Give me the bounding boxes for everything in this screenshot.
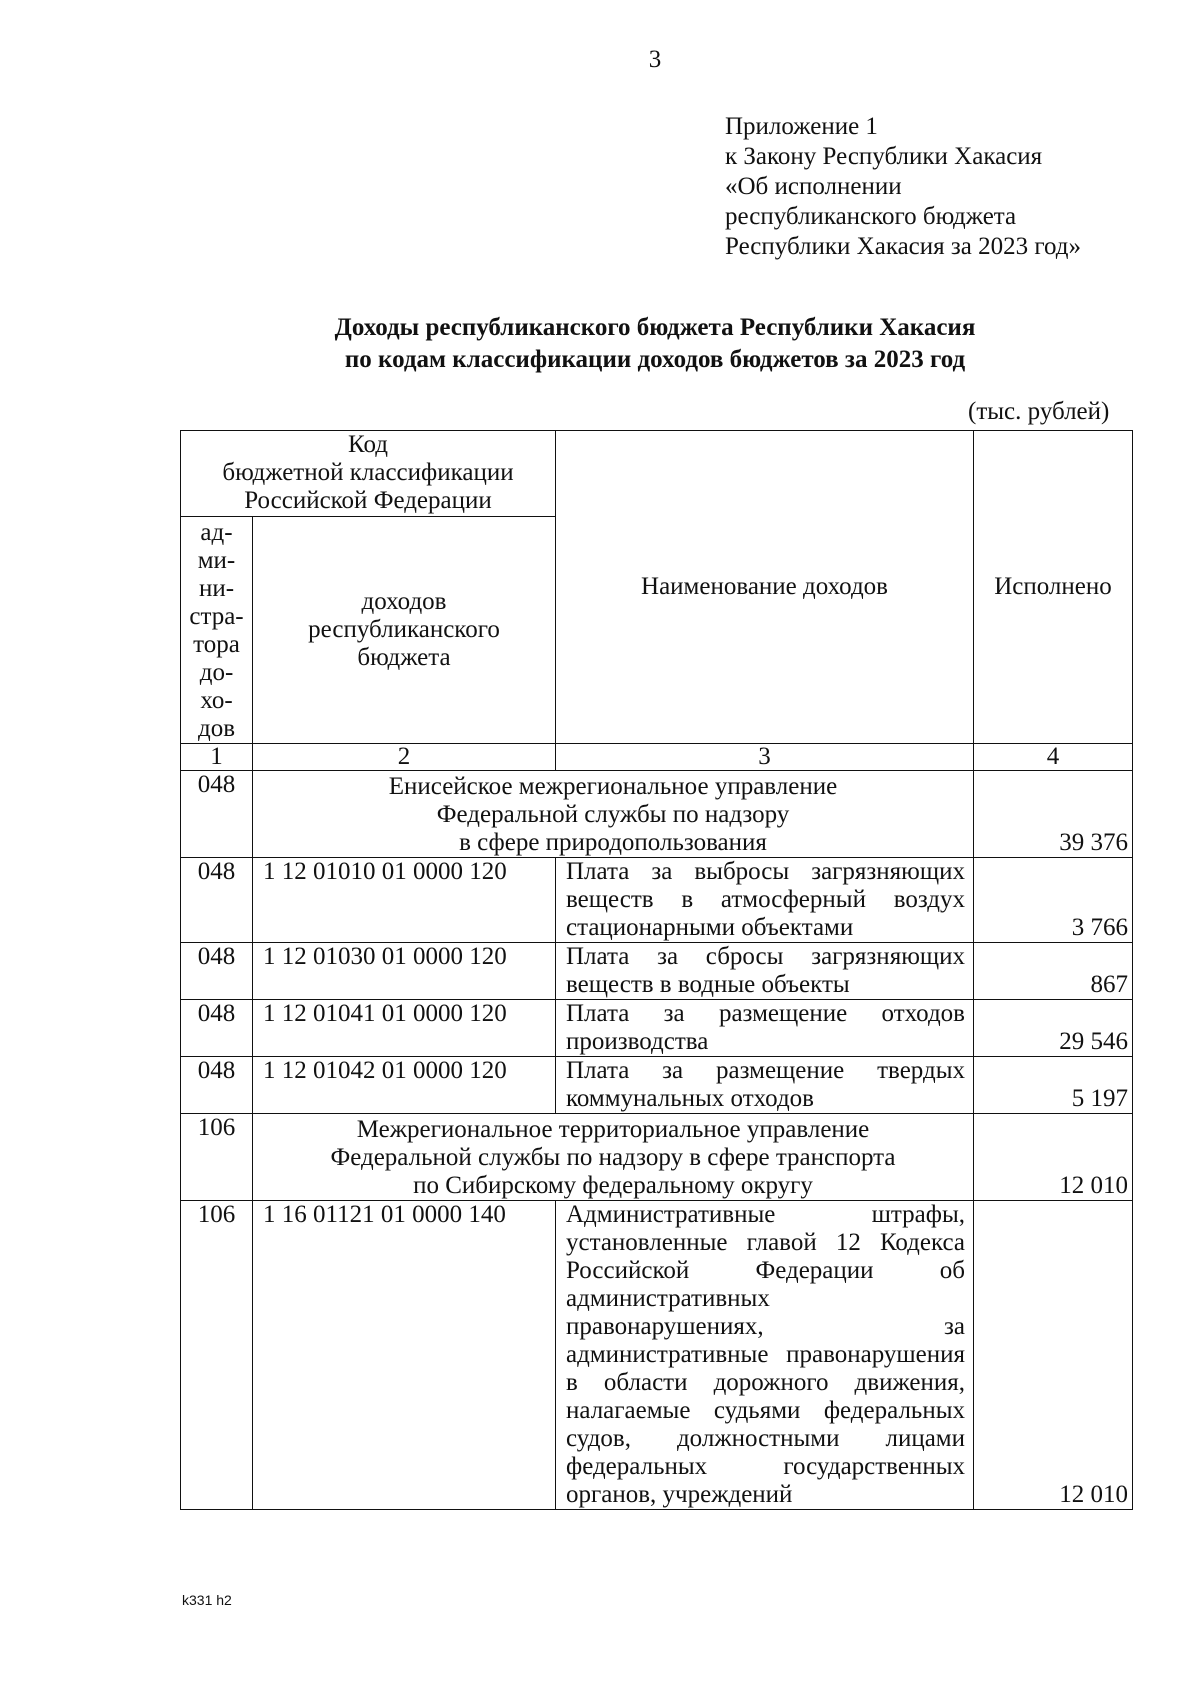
section-total: 39 376 [974, 771, 1133, 858]
income-table [180, 430, 1133, 1510]
row-income-name: Плата за размещение отходов производства [556, 1000, 974, 1057]
column-number: 3 [556, 744, 974, 771]
title-line: по кодам классификации доходов бюджетов за 2023 год [344, 346, 966, 373]
column-number: 4 [974, 744, 1133, 771]
header-executed: Исполнено [974, 431, 1133, 744]
section-admin-code: 106 [181, 1114, 253, 1201]
header-income-name: Наименование доходов [556, 431, 974, 744]
row-income-name: Плата за сбросы загрязняющих веществ в водные объекты [556, 943, 974, 1000]
row-income-code: 1 12 01041 01 0000 120 [253, 1000, 556, 1057]
table-row [181, 1000, 1133, 1057]
header-line: Код [348, 431, 388, 458]
document-title [155, 312, 1155, 376]
row-executed: 3 766 [974, 858, 1133, 943]
column-number: 1 [181, 744, 253, 771]
section-name: Межрегиональное территориальное управление Федеральной службы по надзору в сфере транспорта по Сибирскому федеральному округу [253, 1114, 974, 1201]
section-admin-code: 048 [181, 771, 253, 858]
section-row [181, 1114, 1133, 1201]
section-name: Енисейское межрегиональное управление Федеральной службы по надзору в сфере природопользования [253, 771, 974, 858]
row-admin-code: 048 [181, 858, 253, 943]
row-income-code: 1 16 01121 01 0000 140 [253, 1201, 556, 1510]
row-income-name: Плата за размещение твердых коммунальных отходов [556, 1057, 974, 1114]
row-admin-code: 106 [181, 1201, 253, 1510]
row-admin-code: 048 [181, 943, 253, 1000]
header-income-code: доходов республиканского бюджета [253, 517, 556, 744]
table-row [181, 943, 1133, 1000]
row-income-code: 1 12 01010 01 0000 120 [253, 858, 556, 943]
row-executed: 5 197 [974, 1057, 1133, 1114]
table-row [181, 1057, 1133, 1114]
header-admin-code: ад- ми- ни- стра- тора до- хо- дов [181, 517, 253, 744]
annex-line: «Об исполнении [725, 173, 902, 200]
header-code-group [181, 431, 556, 517]
row-income-code: 1 12 01042 01 0000 120 [253, 1057, 556, 1114]
title-line: Доходы республиканского бюджета Республики Хакасия [334, 314, 976, 341]
header-line: бюджетной классификации [222, 459, 514, 486]
annex-line: к Закону Республики Хакасия [725, 143, 1043, 170]
row-admin-code: 048 [181, 1057, 253, 1114]
units-note: (тыс. рублей) [968, 398, 1110, 425]
column-number: 2 [253, 744, 556, 771]
annex-line: Республики Хакасия за 2023 год» [725, 233, 1082, 260]
row-executed: 12 010 [974, 1201, 1133, 1510]
row-executed: 29 546 [974, 1000, 1133, 1057]
row-income-name: Плата за выбросы загрязняющих веществ в атмосферный воздух стационарными объектами [556, 858, 974, 943]
row-income-code: 1 12 01030 01 0000 120 [253, 943, 556, 1000]
table-row [181, 1201, 1133, 1510]
row-income-name: Административные штрафы, установленные главой 12 Кодекса Российской Федерации об административных правонарушениях, за административные правонарушения в области дорожного движения, налагаемые судьями федеральных судов, должностными лицами федеральных государственных органов, учреждений [556, 1201, 974, 1510]
annex-line: республиканского бюджета [725, 203, 1017, 230]
row-executed: 867 [974, 943, 1133, 1000]
header-line: Российской Федерации [244, 487, 492, 514]
page-number: 3 [648, 46, 662, 73]
annex-reference [725, 112, 1081, 262]
section-row [181, 771, 1133, 858]
row-admin-code: 048 [181, 1000, 253, 1057]
table-row [181, 858, 1133, 943]
section-total: 12 010 [974, 1114, 1133, 1201]
footer-mark: k331 h2 [182, 1592, 232, 1608]
annex-line: Приложение 1 [725, 113, 878, 140]
